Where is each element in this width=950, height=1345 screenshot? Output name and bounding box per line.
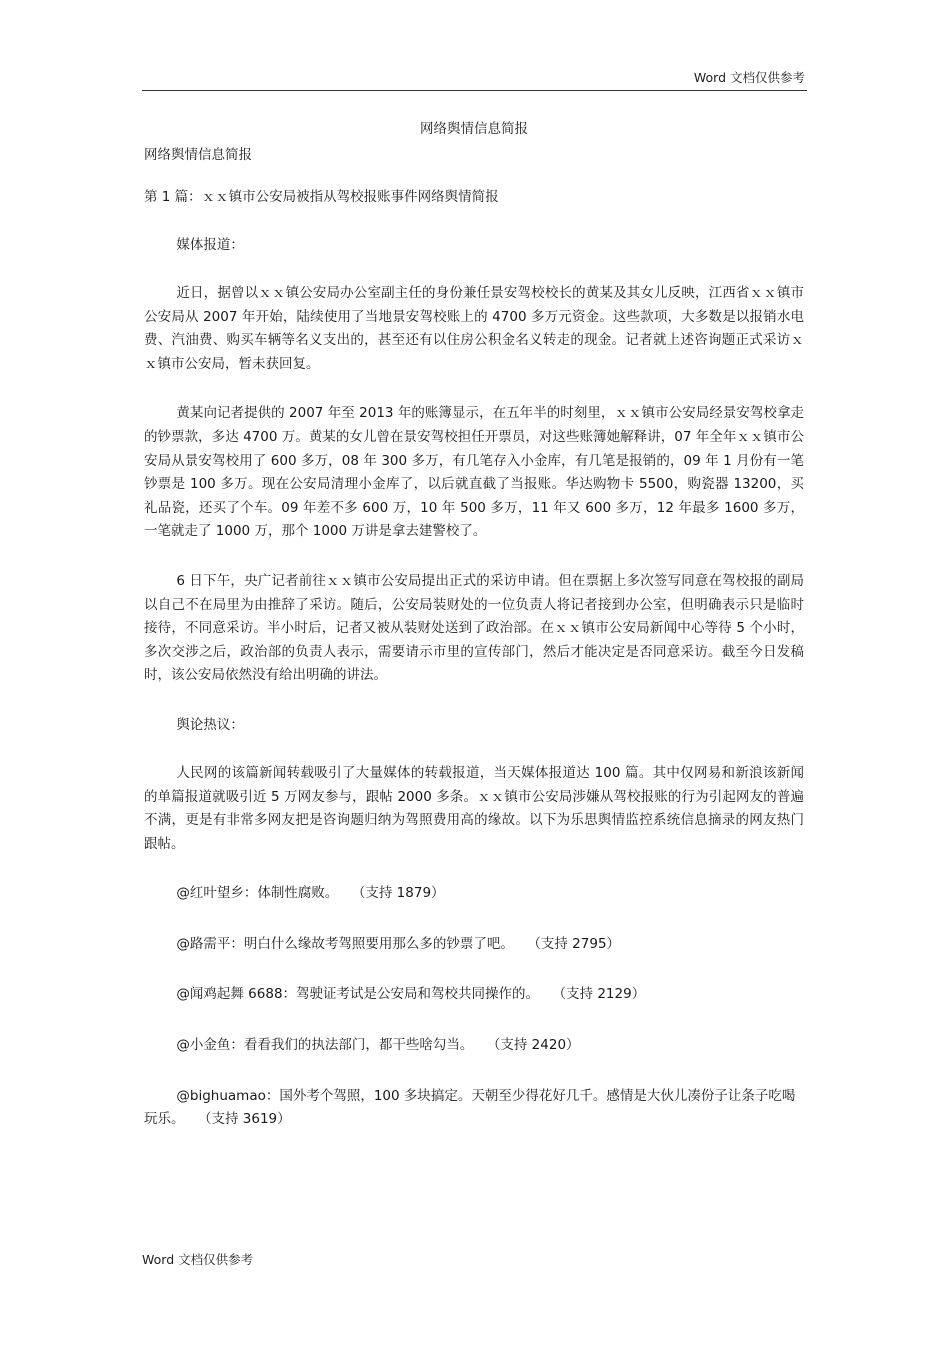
report-paragraph: 近日，据曾以ｘｘ镇公安局办公室副主任的身份兼任景安驾校校长的黄某及其女儿反映，江西省ｘｘ镇市公安局从 2007 年开始，陆续使用了当地景安驾校账上的 4700 多万元资金。这些款项，大多数是以报销水电费、汽油费、购买车辆等名义支出的，甚至还有以住房公积金名义转走的现金。记者就上述咨询题正式采访ｘｘ镇市公安局，暂未获回复。 (144, 285, 804, 372)
header-note: Word 文档仅供参考 (693, 70, 805, 85)
netizen-comment (144, 933, 804, 957)
comment-text: @路需平：明白什么缘故考驾照要用那么多的钞票了吧。 (176, 935, 514, 952)
comment-support-count: （支持 2420） (493, 1037, 580, 1054)
comment-text: @小金鱼：看看我们的执法部门，都干些啥勾当。 (176, 1037, 474, 1054)
comment-text: @红叶望乡：体制性腐败。 (176, 885, 339, 902)
netizen-comment (144, 983, 804, 1007)
comment-text: @闻鸡起舞 6688：驾驶证考试是公安局和驾校共同操作的。 (176, 986, 540, 1003)
report-paragraph: 黄某向记者提供的 2007 年至 2013 年的账簿显示，在五年半的时刻里，ｘｘ镇市公安局经景安驾校拿走的钞票款，多达 4700 万。黄某的女儿曾在景安驾校担任开票员，对这些账簿她解释讲，07 年全年ｘｘ镇市公安局从景安驾校用了 600 多万，08 年 300 多万，有几笔存入小金库，有几笔是报销的，09 年 1 月份有一笔钞票是 100 多万。现在公安局清理小金库了，以后就直截了当报账。华达购物卡 5500，购瓷器 13200，买礼品瓷，还买了个车。09 年差不多 600 万，10 年 500 多万，11 年又 600 多万，12 年最多 1600 多万，一笔就走了 1000 万，那个 1000 万讲是拿去建警校了。 (144, 405, 804, 540)
comment-text: @bighuamao：国外考个驾照，100 多块搞定。天朝至少得花好几千。感情是大伙儿凑份子让条子吃喝玩乐。 (144, 1087, 796, 1128)
header-divider (142, 90, 807, 91)
opinion-paragraph: 人民网的该篇新闻转载吸引了大量媒体的转载报道，当天媒体报道达 100 篇。其中仅网易和新浪该新闻的单篇报道就吸引近 5 万网友参与，跟帖 2000 多条。ｘｘ镇市公安局涉嫌从驾校报账的行为引起网友的普遍不满，更是有非常多网友把是咨询题归纳为驾照费用高的缘故。以下为乐思舆情监控系统信息摘录的网友热门跟帖。 (144, 764, 804, 852)
netizen-comment (144, 1034, 804, 1058)
report-paragraph: 6 日下午，央广记者前往ｘｘ镇市公安局提出正式的采访申请。但在票据上多次签写同意在驾校报的副局以自己不在局里为由推辞了采访。随后，公安局装财处的一位负责人将记者接到办公室，但明确表示只是临时接待，不同意采访。半小时后，记者又被从装财处送到了政治部。在ｘｘ镇市公安局新闻中心等待 5 个小时，多次交涉之后，政治部的负责人表示，需要请示市里的宣传部门，然后才能决定是否同意采访。截至今日发稿时，该公安局依然没有给出明确的讲法。 (144, 572, 804, 684)
comment-support-count: （支持 1879） (358, 885, 445, 902)
media-report-heading: 媒体报道： (176, 237, 244, 253)
comment-support-count: （支持 2795） (534, 935, 621, 952)
chapter-heading: 第 1 篇：ｘｘ镇市公安局被指从驾校报账事件网络舆情简报 (144, 189, 499, 205)
document-body (144, 118, 804, 1159)
comment-support-count: （支持 3619） (204, 1111, 291, 1128)
netizen-comment (144, 1085, 804, 1132)
netizen-comment (144, 882, 804, 906)
public-opinion-heading: 舆论热议： (176, 716, 244, 733)
document-title: 网络舆情信息简报 (420, 121, 528, 137)
comment-support-count: （支持 2129） (559, 986, 646, 1003)
footer-note: Word 文档仅供参考 (142, 1252, 254, 1267)
document-subtitle: 网络舆情信息简报 (144, 147, 252, 163)
